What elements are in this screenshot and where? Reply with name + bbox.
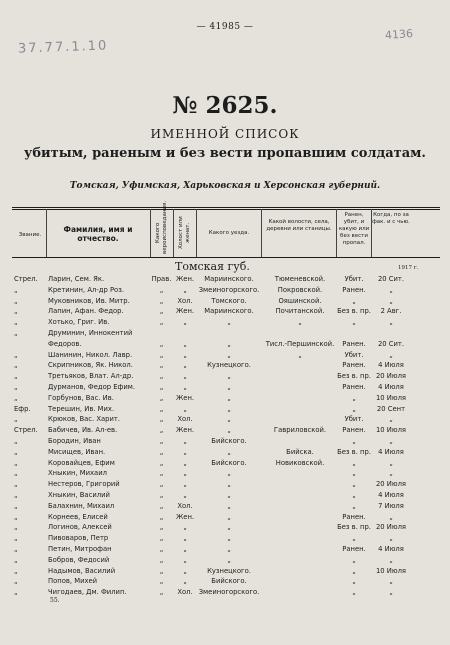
cell-rank: „ [14,545,18,553]
section-heading: Томская губ. [175,260,250,273]
cell-district: Мариинского. [204,275,254,283]
cell-married: Хол. [177,415,193,424]
table-row [0,329,450,340]
cell-village: Покровской. [277,285,323,294]
cell-religion: „ [159,415,164,424]
cell-date: 20 Сит. [377,339,405,348]
cell-religion: „ [159,383,164,391]
cell-name: Корнеев, Елисей [48,512,108,521]
cell-religion: „ [159,426,164,435]
column-divider [196,209,197,257]
header-district: Какого уезда. [208,230,250,236]
cell-name: Бородин, Иван [48,437,101,445]
table-row [0,351,450,362]
cell-status: Ранен. [342,512,366,521]
cell-religion: „ [159,501,164,510]
cell-status: „ [352,501,356,510]
cell-name: Ларин, Сем. Як. [48,275,105,283]
cell-date: 4 Июля [378,383,404,391]
cell-date: „ [389,577,393,586]
cell-date: 4 Июля [378,545,404,553]
table-row [0,318,450,329]
cell-status: „ [352,534,356,543]
ink-corner-mark: 4136 [384,27,414,42]
table-row [0,307,450,318]
cell-district: „ [227,555,231,564]
cell-religion: „ [159,447,164,456]
cell-status: Ранен. [342,383,366,391]
table-row [0,340,450,351]
cell-rank: „ [14,588,18,597]
column-divider [261,209,262,257]
cell-district: „ [227,383,231,391]
cell-date: 2 Авг. [380,307,402,316]
cell-district: Кузнецкого. [207,566,251,575]
header-status: Ранен, убит, и какую или без вести пропал. [338,212,370,246]
cell-name: Хныкин, Василий [48,491,110,499]
cell-married: Жен. [175,393,195,402]
cell-date: „ [389,588,393,597]
cell-religion: „ [159,588,164,597]
cell-religion: „ [159,350,164,359]
cell-district: Кузнецкого. [207,361,251,370]
table-row [0,275,450,286]
cell-rank: „ [14,296,18,305]
cell-rank: „ [14,307,18,316]
cell-married: „ [183,372,187,381]
cell-rank: „ [14,523,18,532]
cell-name: Крюков, Вас. Харит. [48,415,121,424]
cell-name: Петин, Митрофан [48,545,112,553]
cell-date: 4 Июля [378,361,404,370]
cell-married: „ [183,491,187,499]
table-row [0,394,450,405]
table-top-rule [12,207,440,208]
cell-district: Бийского. [211,458,247,467]
cell-name: Кретинин, Ал-др Роз. [48,285,124,294]
cell-name: Попов, Михей [48,577,98,586]
cell-status: „ [352,566,356,575]
table-top-rule-2 [12,209,440,210]
cell-married: „ [183,318,187,327]
cell-date: 20 Сент [376,404,406,413]
cell-status: Без в. пр. [337,307,371,316]
cell-village: Новиковской. [275,458,325,467]
header-married: Холост или женат. [178,216,191,250]
page-number: — 41985 — [196,22,254,32]
cell-district: „ [227,512,231,521]
cell-religion: „ [159,469,164,478]
cell-rank: „ [14,501,18,510]
cell-district: „ [227,469,231,478]
cell-religion: „ [159,523,164,532]
cell-district: „ [227,480,231,489]
cell-married: „ [183,350,187,359]
cell-date: „ [389,469,393,478]
cell-name: Пивоваров, Петр [48,534,109,543]
header-religion: Какого вероисповедания. [155,200,168,254]
cell-religion: „ [159,285,164,294]
cell-rank: Ефр. [14,404,31,413]
table-row [0,577,450,588]
cell-name: Мисищев, Иван. [48,447,106,456]
cell-rank: „ [14,285,18,294]
cell-religion: „ [159,296,164,305]
cell-married: „ [183,523,187,532]
cell-status: Убит. [344,350,364,359]
cell-rank: „ [14,566,18,575]
cell-married: „ [183,534,187,543]
table-row [0,437,450,448]
table-row [0,545,450,556]
table-row [0,480,450,491]
cell-status: „ [352,555,356,564]
cell-date: „ [389,437,393,445]
cell-district: „ [227,491,231,499]
table-row [0,286,450,297]
cell-district: Мариинского. [204,307,254,316]
cell-date: 10 Июля [375,566,407,575]
cell-status: „ [352,469,356,478]
cell-name: Хныкин, Михаил [48,469,107,478]
table-row [0,588,450,599]
cell-status: Ранен. [342,426,366,435]
cell-status: „ [352,404,356,413]
cell-married: „ [183,447,187,456]
cell-name: Логинов, Алексей [48,523,112,532]
cell-district: „ [227,501,231,510]
table-row [0,426,450,437]
cell-district: „ [227,404,231,413]
cell-status: „ [352,577,356,586]
cell-status: Убит. [344,275,364,283]
cell-rank: „ [14,437,18,445]
cell-rank: „ [14,534,18,543]
document-title: ИМЕННОЙ СПИСОК [150,127,300,141]
cell-district: „ [227,415,231,424]
cell-district: Томского. [211,296,247,305]
table-row [0,361,450,372]
cell-rank: „ [14,512,18,521]
cell-village: Почитанской. [275,307,325,316]
cell-married: „ [183,383,187,391]
cell-date: 20 Июля [375,372,407,381]
cell-name: Лапин, Афан. Федор. [48,307,124,316]
cell-name: Муковников, Ив. Митр. [48,296,130,305]
cell-district: Бийского. [211,437,247,445]
cell-status: „ [352,393,356,402]
cell-status: Ранен. [342,361,366,370]
cell-married: „ [183,566,187,575]
table-row [0,502,450,513]
cell-married: Жен. [175,275,195,283]
table-row [0,415,450,426]
regions-line: Томская, Уфимская, Харьковская и Херсонская губерний. [69,181,381,191]
cell-married: „ [183,480,187,489]
cell-married: „ [183,404,187,413]
cell-religion: „ [159,458,164,467]
cell-name: Дурманов, Федор Ефим. [48,383,136,391]
cell-status: „ [352,318,356,327]
cell-name: Скрипников, Як. Никол. [48,361,133,370]
cell-date: „ [389,415,393,424]
cell-married: Хол. [177,588,193,597]
cell-married: Хол. [177,296,193,305]
table-row [0,405,450,416]
cell-date: 4 Июля [378,491,404,499]
cell-rank: „ [14,555,18,564]
cell-religion: „ [159,555,164,564]
cell-date: 20 Июля [375,523,407,532]
table-row [0,469,450,480]
document-subtitle: убитым, раненым и без вести пропавшим солдатам. [24,146,426,161]
cell-married: Жен. [175,426,195,435]
cell-date: „ [389,512,393,521]
cell-name: Коровайцев, Ефим [48,458,115,467]
cell-rank: „ [14,458,18,467]
cell-name: Друминин, Иннокентий [48,329,133,337]
cell-name: Бобров, Федосий [48,555,110,564]
column-divider [46,209,47,257]
cell-date: „ [389,534,393,543]
cell-name: Хотько, Григ. Ив. [48,318,110,327]
cell-status: Ранен. [342,285,366,294]
cell-date: „ [389,350,393,359]
table-row [0,383,450,394]
cell-rank: „ [14,480,18,489]
cell-date: 20 Июля [375,480,407,489]
cell-district: Змеиногорского. [198,588,260,597]
cell-rank: „ [14,491,18,499]
cell-status: „ [352,480,356,489]
year-label: 1917 г. [398,265,419,271]
cell-married: „ [183,437,187,445]
cell-district: „ [227,318,231,327]
column-divider [150,209,151,257]
cell-date: „ [389,296,393,305]
cell-rank: „ [14,577,18,586]
cell-district: „ [227,339,231,348]
cell-religion: „ [159,491,164,499]
cell-religion: „ [159,339,164,348]
cell-married: Хол. [177,501,193,510]
cell-status: „ [352,458,356,467]
cell-married: „ [183,458,187,467]
table-row [0,534,450,545]
cell-religion: „ [159,393,164,402]
cell-rank: „ [14,469,18,478]
cell-rank: „ [14,329,18,337]
cell-district: „ [227,447,231,456]
cell-rank: „ [14,447,18,456]
cell-status: Убит. [344,415,364,424]
cell-status: „ [352,491,356,499]
cell-status: Ранен. [342,339,366,348]
cell-date: 7 Июля [378,501,404,510]
cell-village: „ [298,318,302,327]
cell-date: „ [389,285,393,294]
cell-date: „ [389,318,393,327]
cell-date: 10 Июля [375,426,407,435]
cell-name: Бабичев, Ив. Ал-ев. [48,426,118,435]
table-row [0,523,450,534]
cell-status: Без в. пр. [337,372,371,381]
table-row [0,459,450,470]
table-row [0,372,450,383]
cell-religion: „ [159,534,164,543]
header-name: Фамилия, имя и отчество. [63,225,133,243]
cell-district: „ [227,534,231,543]
cell-district: „ [227,393,231,402]
cell-married: „ [183,577,187,586]
cell-religion: Прав. [151,275,172,283]
cell-religion: „ [159,512,164,521]
cell-name: Чигодаев, Дм. Филип. [48,588,127,597]
cell-married: „ [183,469,187,478]
cell-rank: Стрел. [14,275,38,283]
table-row [0,448,450,459]
cell-name: Терешин, Ив. Мих. [48,404,115,413]
cell-village: Тюменевской. [274,275,326,283]
cell-status: Без в. пр. [337,447,371,456]
cell-religion: „ [159,361,164,370]
cell-status: „ [352,296,356,305]
cell-religion: „ [159,404,164,413]
cell-rank: „ [14,415,18,424]
cell-district: „ [227,426,231,435]
cell-married: „ [183,285,187,294]
cell-date: 10 Июля [375,393,407,402]
cell-rank: „ [14,393,18,402]
ink-archive-mark: 37.77.1.10 [17,38,109,57]
header-date: Когда, по за фак. и с чью. [372,212,410,225]
table-row [0,297,450,308]
cell-status: Ранен. [342,545,366,553]
cell-village: Ояшинской. [278,296,322,305]
cell-rank: „ [14,350,18,359]
cell-district: „ [227,372,231,381]
cell-religion: „ [159,577,164,586]
cell-religion: „ [159,372,164,381]
cell-name: Балахнин, Михаил [48,501,115,510]
cell-religion: „ [159,480,164,489]
cell-rank: „ [14,318,18,327]
cell-rank: „ [14,361,18,370]
cell-religion: „ [159,318,164,327]
cell-date: „ [389,555,393,564]
cell-district: „ [227,350,231,359]
cell-district: „ [227,545,231,553]
header-village: Какой волости, села, деревни или станицы. [266,219,332,232]
cell-status: „ [352,588,356,597]
table-row [0,567,450,578]
cell-village: Гавриловской. [273,426,327,435]
table-row [0,491,450,502]
cell-married: „ [183,555,187,564]
cell-name: Шанинин, Никол. Лавр. [48,350,133,359]
cell-date: 20 Сит. [377,275,405,283]
document-number: № 2625. [172,92,278,119]
cell-religion: „ [159,437,164,445]
cell-name: Третьяков, Влат. Ал-др. [48,372,134,381]
cell-date: „ [389,458,393,467]
cell-married: „ [183,361,187,370]
cell-married: „ [183,339,187,348]
cell-name: Нестеров, Григорий [48,480,120,489]
table-row [0,556,450,567]
cell-village: „ [298,350,302,359]
cell-date: 4 Июля [378,447,404,456]
cell-rank: Стрел. [14,426,38,435]
cell-district: Змеиногорского. [198,285,260,294]
header-rank: Звание. [18,232,42,238]
cell-district: Бийского. [211,577,247,586]
table-header-rule [12,257,440,258]
cell-married: Жен. [175,512,195,521]
cell-religion: „ [159,566,164,575]
cell-rank: „ [14,383,18,391]
cell-religion: „ [159,545,164,553]
table-row [0,513,450,524]
cell-name: Федоров. [48,339,82,348]
cell-religion: „ [159,307,164,316]
cell-status: „ [352,437,356,445]
cell-village: Тисл.-Першинской. [265,339,335,348]
cell-rank: „ [14,372,18,381]
cell-married: Жен. [175,307,195,316]
cell-status: Без в. пр. [337,523,371,532]
cell-married: „ [183,545,187,553]
cell-name: Надымов, Василий [48,566,116,575]
footer-mark: 55. [50,597,60,604]
column-divider [173,209,174,257]
cell-name: Горбунов, Вас. Ив. [48,393,114,402]
cell-district: „ [227,523,231,532]
cell-village: Бийска. [286,447,314,456]
